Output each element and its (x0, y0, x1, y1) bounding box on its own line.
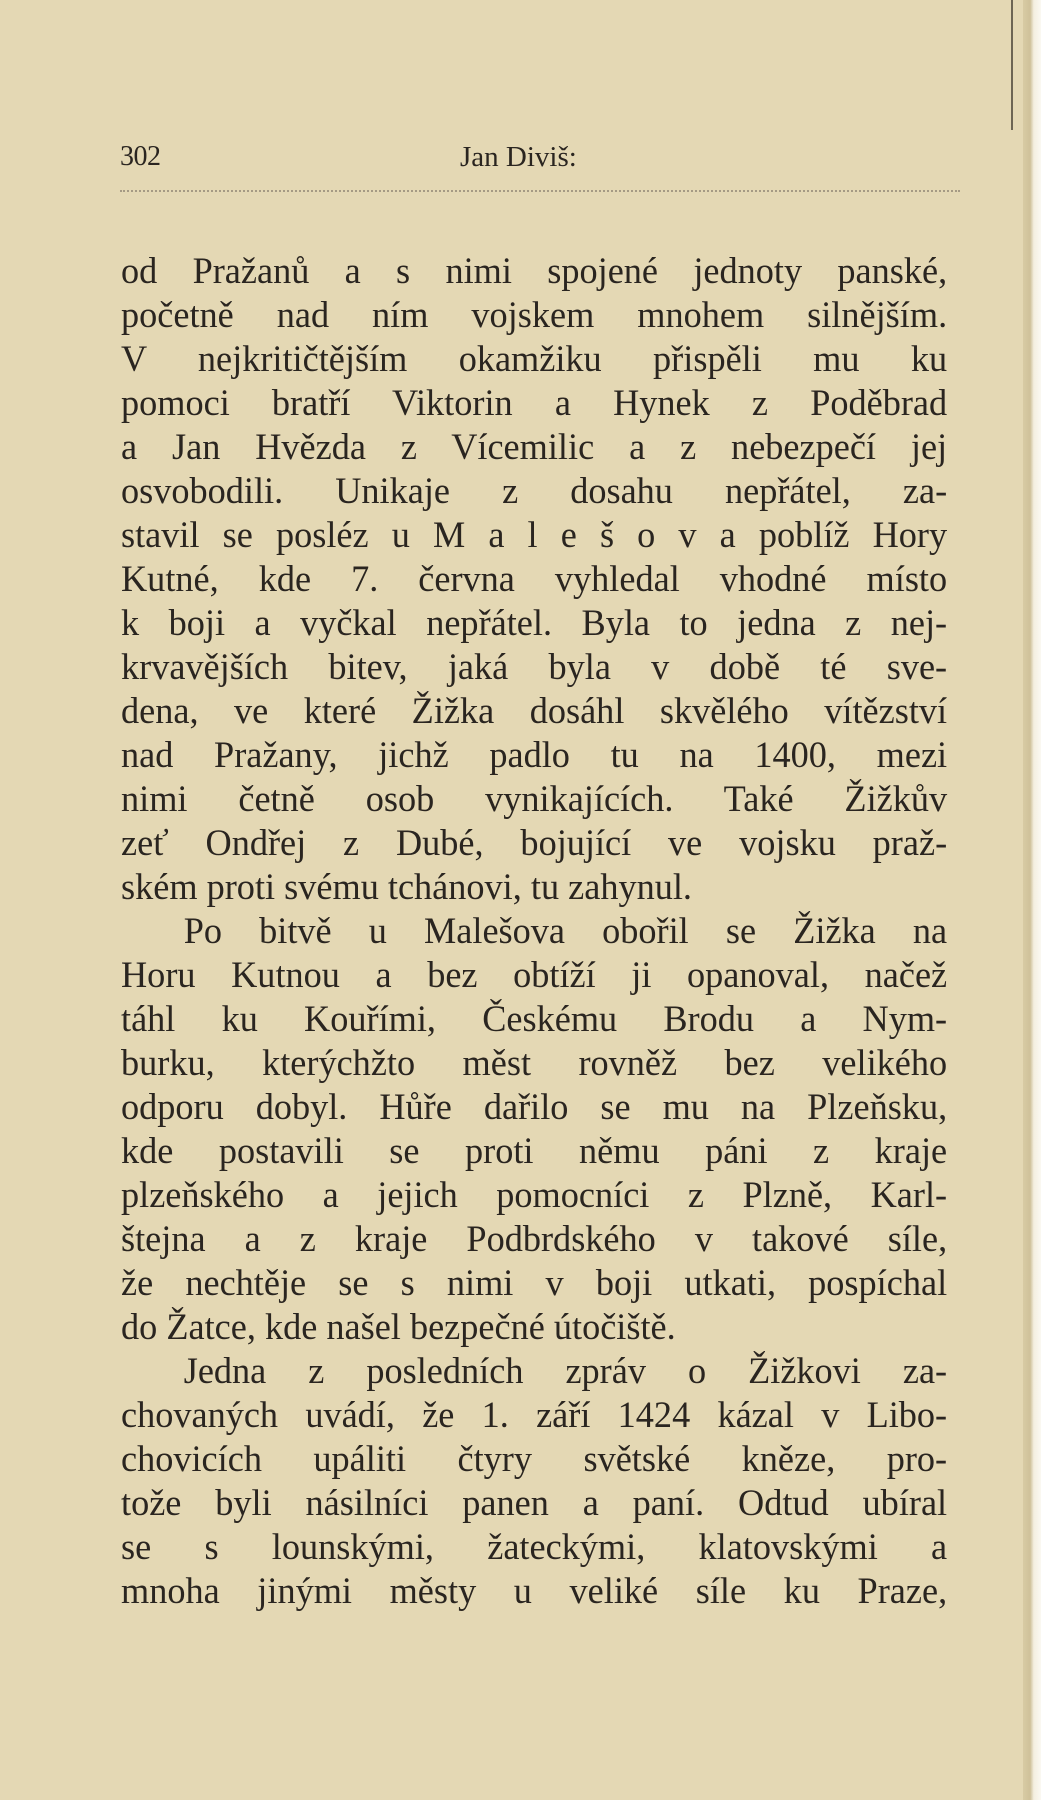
paragraph (121, 1350, 964, 1614)
scan-artifact-line (1011, 0, 1013, 130)
text-line: stavil se posléz u M a l e š o v a poblíž Hory (121, 515, 948, 556)
text-line: nad Pražany, jichž padlo tu na 1400, mezi (121, 735, 948, 776)
text-line: ském proti svému tchánovi, tu zahynul. (121, 867, 693, 908)
text-line: odporu dobyl. Hůře dařilo se mu na Plzeňsku, (121, 1087, 948, 1128)
text-line: dena, ve které Žižka dosáhl skvělého vítězství (121, 691, 948, 732)
text-line: tože byli násilníci panen a paní. Odtud ubíral (121, 1483, 948, 1524)
text-line: k boji a vyčkal nepřátel. Byla to jedna z nej- (121, 603, 948, 644)
text-line: a Jan Hvězda z Vícemilic a z nebezpečí jej (121, 427, 948, 468)
text-line: Po bitvě u Malešova obořil se Žižka na (183, 911, 948, 952)
running-title: Jan Diviš: (460, 141, 577, 173)
paragraph (121, 250, 964, 910)
text-line: do Žatce, kde našel bezpečné útočiště. (121, 1307, 676, 1348)
page-number: 302 (120, 141, 161, 172)
text-line: Jedna z posledních zpráv o Žižkovi za- (183, 1351, 948, 1392)
paragraph (121, 910, 964, 1350)
text-line: táhl ku Kouřími, Českému Brodu a Nym- (121, 999, 948, 1040)
header-rule (120, 190, 960, 192)
text-line: krvavějších bitev, jaká byla v době té sve- (121, 647, 948, 688)
text-line: chovaných uvádí, že 1. září 1424 kázal v Libo- (121, 1395, 948, 1436)
scan-page-edge (1023, 0, 1041, 1800)
text-line: že nechtěje se s nimi v boji utkati, pospíchal (121, 1263, 948, 1304)
text-line: osvobodili. Unikaje z dosahu nepřátel, za- (121, 471, 948, 512)
text-line: kde postavili se proti němu páni z kraje (121, 1131, 948, 1172)
text-line: zeť Ondřej z Dubé, bojující ve vojsku praž- (121, 823, 948, 864)
text-line: pomoci bratří Viktorin a Hynek z Poděbrad (121, 383, 948, 424)
text-line: se s lounskými, žateckými, klatovskými a (121, 1527, 948, 1568)
text-line: Kutné, kde 7. června vyhledal vhodné místo (121, 559, 948, 600)
text-line: početně nad ním vojskem mnohem silnějším. (121, 295, 948, 336)
text-line: burku, kterýchžto měst rovněž bez velikého (121, 1043, 948, 1084)
body-text (121, 250, 964, 1614)
text-line: V nejkritičtějším okamžiku přispěli mu ku (121, 339, 948, 380)
text-line: chovicích upáliti čtyry světské kněze, pro- (121, 1439, 948, 1480)
text-line: nimi četně osob vynikajících. Také Žižkův (121, 779, 948, 820)
text-line: plzeňského a jejich pomocníci z Plzně, Karl- (121, 1175, 948, 1216)
text-line: od Pražanů a s nimi spojené jednoty panské, (121, 251, 948, 292)
text-line: mnoha jinými městy u veliké síle ku Praze, (121, 1571, 948, 1612)
text-line: Horu Kutnou a bez obtíží ji opanoval, načež (121, 955, 948, 996)
text-line: štejna a z kraje Podbrdského v takové síle, (121, 1219, 948, 1260)
